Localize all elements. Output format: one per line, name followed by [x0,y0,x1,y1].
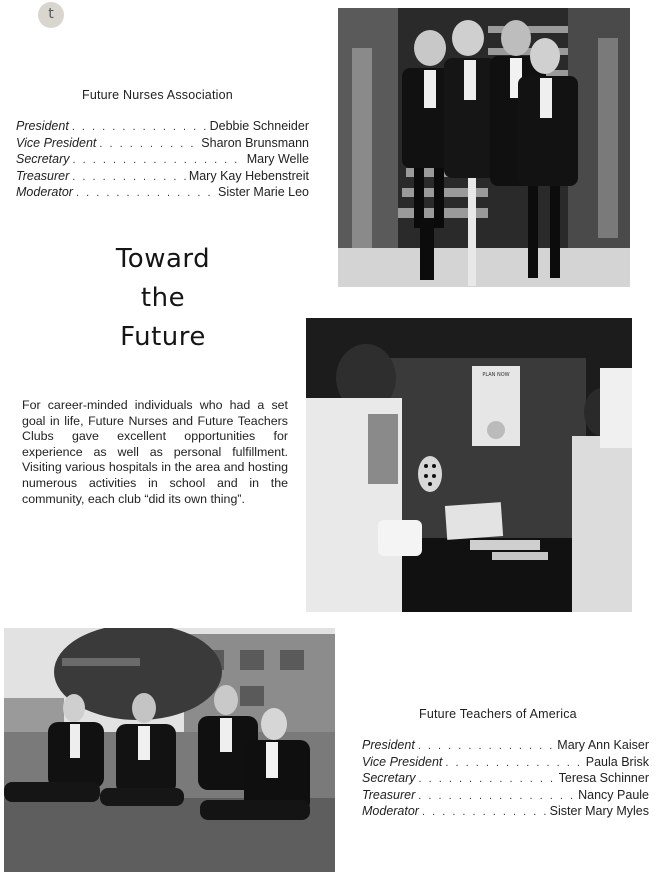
headline [78,240,248,357]
nurses-exhibit-photo [306,318,632,612]
officer-name: Teresa Schinner [558,771,649,786]
officer-name: Sister Marie Leo [217,185,309,200]
officer-role: Moderator [362,804,419,819]
officer-row [16,119,309,136]
officer-role: President [362,738,415,752]
headline-line: Future [120,322,206,352]
officer-row [362,804,649,821]
officer-role: Vice President [16,135,97,150]
officer-row [362,738,649,755]
officer-name: Nancy Paule [578,787,649,802]
dot-leader [418,739,554,755]
officer-row [16,169,309,186]
dot-leader [419,772,556,788]
dot-leader [422,805,547,821]
poster-text: PLAN NOW [482,372,510,378]
headline-line: Toward [115,244,211,274]
dot-leader [73,153,244,169]
officer-name: Mary Ann Kaiser [557,738,649,752]
officer-name: Sister Mary Myles [549,804,649,819]
officer-name: Mary Kay Hebenstreit [188,168,309,183]
dot-leader [99,137,198,153]
officer-role: Vice President [362,754,443,769]
nurses-officer-list [16,119,309,202]
officer-name: Debbie Schneider [209,119,309,133]
officer-role: President [16,119,69,133]
officer-name: Mary Welle [246,152,309,167]
officer-role: Treasurer [362,787,416,802]
dot-leader [72,170,186,186]
officer-role: Secretary [16,152,70,167]
dot-leader [445,756,582,772]
page-marker: t [38,2,64,28]
officer-role: Moderator [16,185,73,200]
teachers-officer-list [362,738,649,821]
nurses-club-title: Future Nurses Association [82,88,233,102]
officer-role: Treasurer [16,168,70,183]
officer-row [362,771,649,788]
officer-role: Secretary [362,771,416,786]
officer-name: Paula Brisk [585,754,649,769]
headline-line: the [140,283,186,313]
officer-row [362,788,649,805]
officer-name: Sharon Brunsmann [201,135,309,150]
officer-row [16,185,309,202]
dot-leader [76,186,215,202]
officer-row [362,755,649,772]
dot-leader [72,120,207,136]
teachers-lawn-photo [4,628,335,872]
dot-leader [418,789,575,805]
officer-row [16,136,309,153]
body-paragraph: For career-minded individuals who had a set goal in life, Future Nurses and Future Teachers Clubs gave excellent opportunities for experience as well as personal fulfillment. Visiting various hospitals in the area and hosting numerous activities in school and in the community, each club “did its own thing”. [22,398,288,506]
nurses-staircase-photo [338,8,630,287]
officer-row [16,152,309,169]
teachers-club-title: Future Teachers of America [419,707,577,721]
